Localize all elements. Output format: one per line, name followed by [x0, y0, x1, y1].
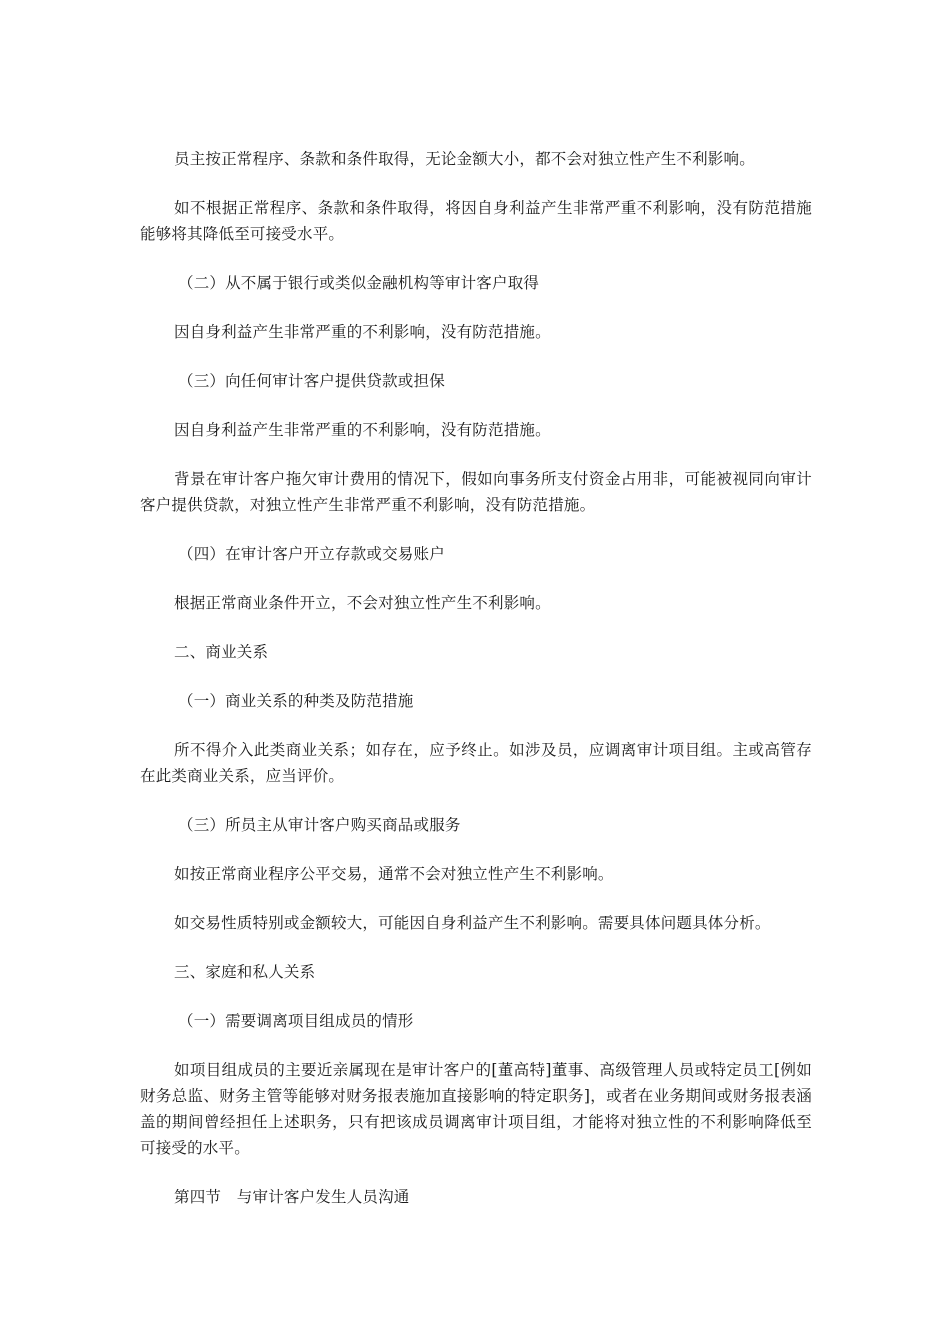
- paragraph: 所不得介入此类商业关系；如存在，应予终止。如涉及员，应调离审计项目组。主或高管存在此类商业关系，应当评价。: [140, 741, 812, 785]
- paragraph: 如不根据正常程序、条款和条件取得，将因自身利益产生非常严重不利影响，没有防范措施能够将其降低至可接受水平。: [140, 199, 812, 243]
- paragraph: 如项目组成员的主要近亲属现在是审计客户的[董高特]董事、高级管理人员或特定员工[例如财务总监、财务主管等能够对财务报表施加直接影响的特定职务]，或者在业务期间或财务报表涵盖的期间曾经担任上述职务，只有把该成员调离审计项目组，才能将对独立性的不利影响降低至可接受的水平。: [140, 1061, 812, 1157]
- section-heading: （四）在审计客户开立存款或交易账户: [178, 545, 445, 563]
- document-body: [140, 146, 812, 1233]
- paragraph: 员主按正常程序、条款和条件取得，无论金额大小，都不会对独立性产生不利影响。: [174, 150, 755, 168]
- section-heading: （一）需要调离项目组成员的情形: [178, 1012, 414, 1030]
- paragraph: 根据正常商业条件开立，不会对独立性产生不利影响。: [174, 594, 551, 612]
- section-heading: （一）商业关系的种类及防范措施: [178, 692, 414, 710]
- chapter-heading: 二、商业关系: [174, 643, 269, 661]
- paragraph: 如按正常商业程序公平交易，通常不会对独立性产生不利影响。: [174, 865, 614, 883]
- paragraph: 如交易性质特别或金额较大，可能因自身利益产生不利影响。需要具体问题具体分析。: [174, 914, 771, 932]
- chapter-heading: 三、家庭和私人关系: [174, 963, 316, 981]
- paragraph: 因自身利益产生非常严重的不利影响，没有防范措施。: [174, 323, 551, 341]
- section-heading: （二）从不属于银行或类似金融机构等审计客户取得: [178, 274, 540, 292]
- section-heading: （三）向任何审计客户提供贷款或担保: [178, 372, 445, 390]
- paragraph: 背景在审计客户拖欠审计费用的情况下，假如向事务所支付资金占用非，可能被视同向审计客户提供贷款，对独立性产生非常严重不利影响，没有防范措施。: [140, 470, 812, 514]
- chapter-heading: 第四节 与审计客户发生人员沟通: [174, 1188, 410, 1206]
- section-heading: （三）所员主从审计客户购买商品或服务: [178, 816, 461, 834]
- paragraph: 因自身利益产生非常严重的不利影响，没有防范措施。: [174, 421, 551, 439]
